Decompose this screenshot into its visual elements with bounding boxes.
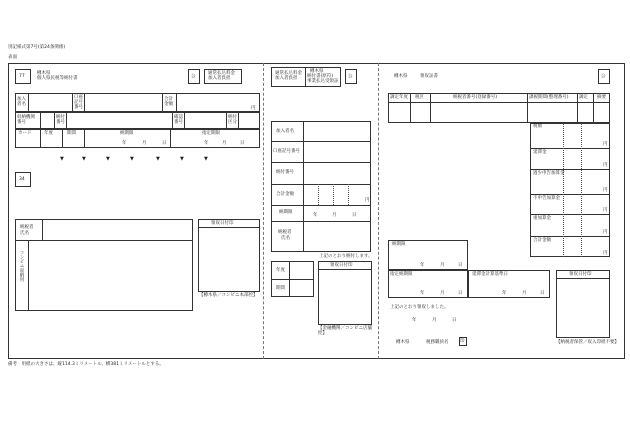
left-title2-line2: 加入者負担 — [208, 76, 231, 81]
marker-5: ▼ — [156, 156, 160, 162]
left-seal: 公 — [191, 74, 196, 79]
account-label-1: 口座 — [74, 95, 83, 100]
col-year: 調定年度 — [390, 95, 408, 100]
right-bank-note: 【納税者保管／収入印紙不要】 — [556, 340, 619, 345]
right-note-day: 日 — [452, 318, 457, 323]
item-total: 合計金額 — [533, 238, 551, 243]
right-due-day: 日 — [458, 263, 463, 268]
right-base-day: 日 — [540, 291, 545, 296]
left-title2-line1: 通常払込料金 — [208, 71, 235, 76]
middle-title2-line1: 樽木県 — [310, 69, 324, 74]
subscriber-row — [15, 93, 260, 112]
middle-receipt-stamp — [318, 261, 372, 325]
marker-3: ▼ — [106, 156, 110, 162]
period-label: 期間 — [67, 131, 76, 136]
col-adjust: 調定 — [579, 95, 588, 100]
col-tax: 税区 — [415, 95, 424, 100]
middle-received-note: 上記のとおり納付します。 — [319, 254, 373, 259]
middle-due-year: 年 — [313, 213, 318, 218]
right-designated-month: 月 — [440, 291, 445, 296]
stamp-mark: 印 — [460, 339, 465, 344]
designated-year: 年 — [204, 141, 209, 146]
middle-payer-label-2: 氏名 — [281, 236, 290, 241]
year-label: 年度 — [44, 131, 53, 136]
yen-4: 円 — [603, 208, 608, 213]
form-number: 別記様式第7号(第24条関係) — [8, 45, 66, 50]
due-year: 年 — [122, 141, 127, 146]
right-title: 領収証書 — [420, 74, 438, 79]
middle-due-month: 月 — [332, 213, 337, 218]
due-month: 月 — [142, 141, 147, 146]
col-invoice: 課税期間(整理番号) — [529, 95, 569, 100]
middle-year-label: 年度 — [276, 268, 285, 273]
item-heavy: 重加算金 — [533, 216, 551, 221]
conv-label: コンビニ収納用 — [19, 250, 24, 282]
card-label: カード — [18, 131, 32, 136]
yen-6: 円 — [603, 251, 608, 256]
yen-3: 円 — [603, 188, 608, 193]
middle-row-due: 納期限 — [279, 210, 293, 215]
middle-receipt-stamp-label: 領収日付印 — [330, 263, 353, 268]
pay-cat-label-1: 納付 — [228, 115, 237, 120]
right-collector: 税務職員名 — [426, 340, 449, 345]
right-pref: 樽木県 — [394, 74, 408, 79]
middle-title2-line2: 納付書(原符) — [307, 74, 334, 79]
right-received-note: 上記のとおり領収しました。 — [390, 305, 449, 310]
right-base-year: 年 — [502, 291, 507, 296]
yen-1: 円 — [603, 142, 608, 147]
confirm-label-1: 確認 — [174, 115, 183, 120]
due-label: 納期限 — [120, 131, 134, 136]
subscriber-label-1: 加入 — [17, 97, 26, 102]
perforation-line-1 — [263, 63, 264, 359]
pay-cat-label-2: 区分 — [228, 120, 237, 125]
total-label-2: 金額 — [164, 102, 173, 107]
total-label-1: 合計 — [164, 97, 173, 102]
middle-bank-note: 【金融機関／コンビニ店舗控】 — [318, 326, 372, 337]
left-bank-note: 【樽木県／コンビニ本部控】 — [199, 293, 258, 298]
item-under: 過少申告加算金 — [533, 171, 565, 176]
right-base-label: 延滞金計算基準日 — [472, 272, 508, 277]
confirm-label-2: 番号 — [174, 120, 183, 125]
due-day: 日 — [162, 141, 167, 146]
marker-4: ▼ — [130, 156, 134, 162]
left-receipt-stamp — [198, 219, 260, 292]
right-due-year: 年 — [420, 263, 425, 268]
right-seal: 公 — [601, 74, 606, 79]
middle-title1-line2: 加入者負担 — [275, 76, 298, 81]
account-label-2: 記号 — [74, 100, 83, 105]
side-label: 表面 — [8, 55, 17, 60]
item-nonfile: 不申告加算金 — [533, 196, 560, 201]
right-designated-year: 年 — [420, 291, 425, 296]
account-label-3: 番号 — [74, 105, 83, 110]
pay-no-label-2: 番号 — [56, 120, 65, 125]
code-box-value: 77 — [19, 74, 25, 79]
designated-month: 月 — [222, 141, 227, 146]
left-receipt-stamp-label: 領収日付印 — [211, 221, 234, 226]
collect-label-2: 番号 — [17, 120, 26, 125]
right-due-month: 月 — [440, 263, 445, 268]
collect-label-1: 収納機関 — [17, 115, 35, 120]
middle-title2-line3: 事業払込受領証 — [307, 79, 339, 84]
designated-label: 指定期限 — [202, 131, 220, 136]
item-late: 延滞金 — [533, 150, 547, 155]
right-receipt-stamp-label: 領収日付印 — [569, 272, 592, 277]
middle-row-subscriber: 加入者名 — [276, 129, 294, 134]
marker-1: ▼ — [60, 156, 64, 162]
middle-row-total: 合計金額 — [276, 192, 294, 197]
right-note-month: 月 — [432, 318, 437, 323]
marker-6: ▼ — [180, 156, 184, 162]
right-due-label: 納期限 — [392, 242, 406, 247]
payer-label-2: 氏名 — [20, 231, 29, 236]
middle-row-account: 口座記号番号 — [273, 149, 300, 154]
middle-row-payno: 納付番号 — [276, 170, 294, 175]
middle-period-label: 期間 — [276, 286, 285, 291]
marker-7: ▼ — [204, 156, 208, 162]
col-taxno: 納税者番号(登録番号) — [453, 95, 498, 100]
designated-day: 日 — [240, 141, 245, 146]
right-pref-bottom: 樽木県 — [396, 340, 410, 345]
footer-note: 備考 用紙の大きさは、縦114.3ミリメートル、横381ミリメートルとする。 — [8, 362, 164, 367]
perforation-line-2 — [378, 63, 379, 359]
right-receipt-stamp — [556, 270, 610, 338]
left-title-line1: 樽木県 — [37, 71, 51, 76]
yen-5: 円 — [603, 230, 608, 235]
middle-due-day: 日 — [352, 213, 357, 218]
collect-row — [15, 112, 260, 129]
code34-value: 34 — [19, 177, 25, 182]
item-tax: 税額 — [533, 124, 542, 129]
total-yen: 円 — [251, 106, 256, 111]
left-title-line2: 個人県民税等納付書 — [37, 76, 78, 81]
right-base-month: 月 — [522, 291, 527, 296]
middle-title1-line1: 通常払込料金 — [275, 71, 302, 76]
middle-payer-label-1: 納税者 — [278, 230, 292, 235]
right-note-year: 年 — [412, 318, 417, 323]
subscriber-label-2: 者名 — [17, 102, 26, 107]
middle-seal: 公 — [348, 74, 353, 79]
middle-yen: 円 — [365, 198, 370, 203]
right-designated-day: 日 — [458, 291, 463, 296]
right-designated-label: 指定納期限 — [390, 272, 413, 277]
yen-2: 円 — [603, 163, 608, 168]
col-inv: 摘要 — [597, 95, 606, 100]
payer-label-1: 納税者 — [20, 225, 34, 230]
pay-no-label-1: 納付 — [56, 115, 65, 120]
marker-2: ▼ — [82, 156, 86, 162]
